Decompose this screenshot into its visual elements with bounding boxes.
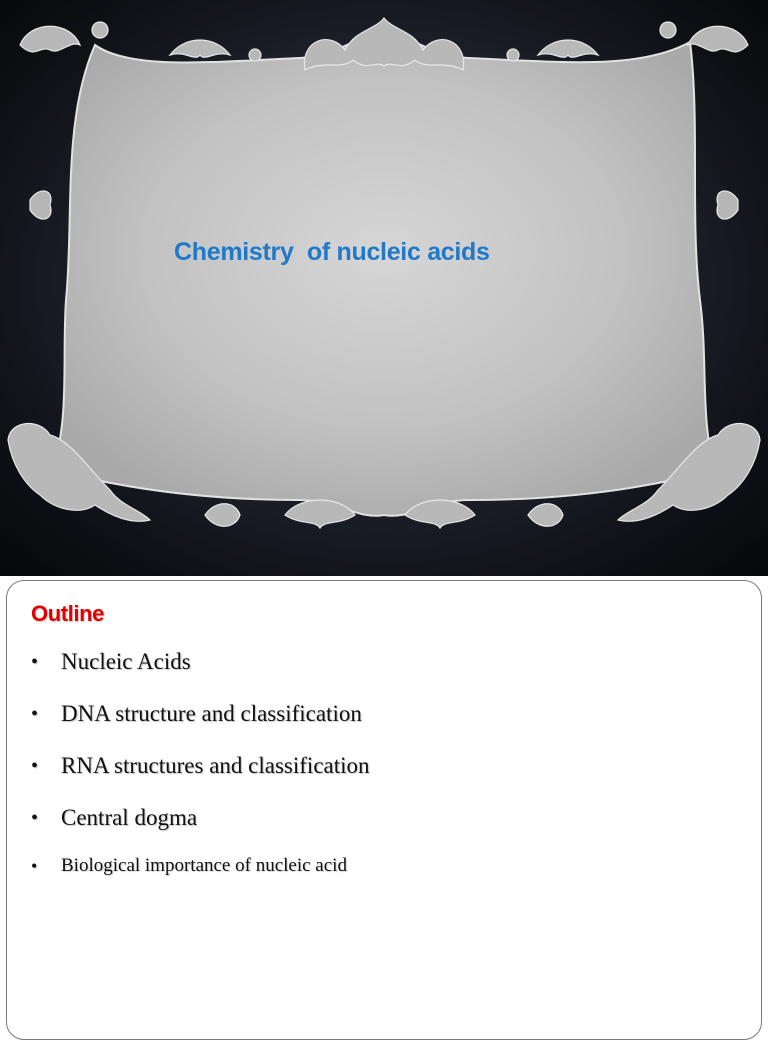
list-item-text: Biological importance of nucleic acid — [61, 855, 347, 876]
list-item — [29, 697, 370, 749]
bullet-icon: • — [31, 651, 39, 673]
list-item-text: DNA structure and classification — [61, 701, 362, 726]
bullet-icon: • — [31, 755, 39, 777]
list-item — [29, 749, 370, 801]
list-item — [29, 645, 370, 697]
list-item-text: Nucleic Acids — [61, 649, 191, 674]
outline-slide — [6, 580, 762, 1040]
list-item-text: RNA structures and classification — [61, 753, 370, 778]
list-item-text: Central dogma — [61, 805, 198, 830]
list-item — [29, 801, 370, 853]
outline-list — [29, 645, 370, 881]
list-item — [29, 851, 370, 881]
bullet-icon: • — [31, 807, 39, 829]
bullet-icon: • — [31, 703, 39, 725]
slide-title: Chemistry of nucleic acids — [174, 238, 490, 266]
outline-heading: Outline — [31, 601, 104, 626]
bullet-icon: • — [31, 856, 38, 876]
